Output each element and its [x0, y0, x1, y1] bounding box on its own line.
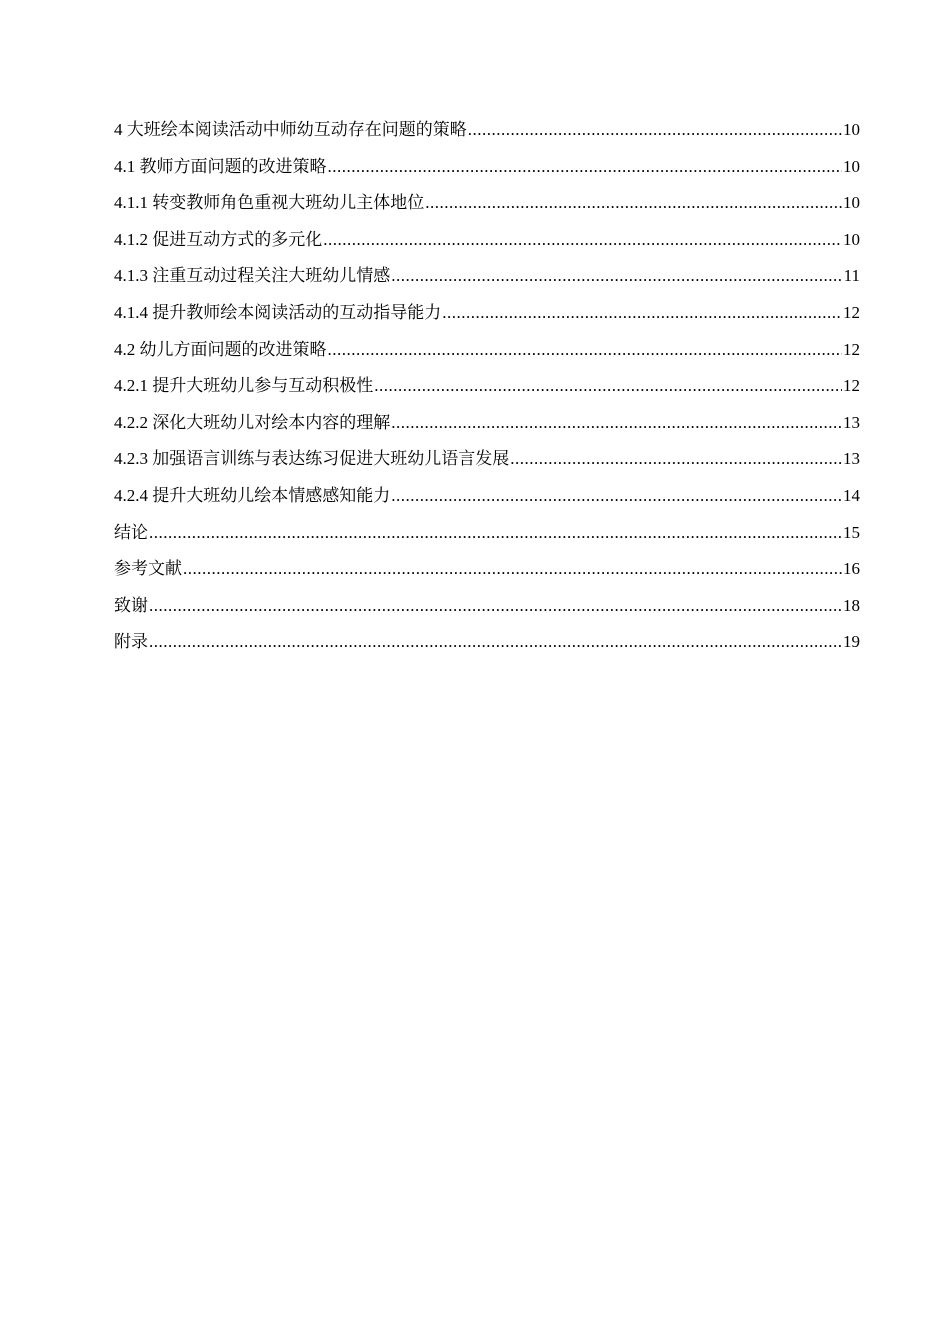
toc-entry-page: 18	[843, 595, 860, 615]
toc-entry[interactable]	[114, 112, 860, 149]
toc-entry-title: 4.2.1 提升大班幼儿参与互动积极性	[114, 376, 374, 396]
toc-leader-dots	[323, 222, 842, 259]
toc-leader-dots	[391, 258, 842, 295]
toc-entry-title: 附录	[114, 632, 148, 652]
toc-entry-title: 结论	[114, 522, 148, 542]
toc-entry[interactable]	[114, 624, 860, 661]
toc-entry-title: 4.1.4 提升教师绘本阅读活动的互动指导能力	[114, 302, 442, 322]
toc-entry-title: 4.2.4 提升大班幼儿绘本情感感知能力	[114, 485, 391, 505]
toc-entry[interactable]	[114, 149, 860, 186]
toc-entry[interactable]	[114, 441, 860, 478]
toc-entry-page: 15	[843, 522, 860, 542]
toc-entry-page: 16	[843, 559, 860, 579]
toc-entry[interactable]	[114, 258, 860, 295]
toc-entry-title: 4.1 教师方面问题的改进策略	[114, 156, 327, 176]
toc-entry-page: 12	[843, 302, 860, 322]
toc-entry-title: 4.2 幼儿方面问题的改进策略	[114, 339, 327, 359]
toc-entry-title: 4.2.3 加强语言训练与表达练习促进大班幼儿语言发展	[114, 449, 510, 469]
toc-entry-page: 10	[843, 193, 860, 213]
toc-leader-dots	[391, 478, 842, 515]
toc-entry-page: 13	[843, 449, 860, 469]
toc-entry-title: 4 大班绘本阅读活动中师幼互动存在问题的策略	[114, 120, 467, 139]
toc-leader-dots	[391, 405, 842, 442]
toc-entry[interactable]	[114, 478, 860, 515]
toc-entry-title: 4.2.2 深化大班幼儿对绘本内容的理解	[114, 412, 391, 432]
toc-entry-title: 参考文献	[114, 559, 182, 579]
toc-leader-dots	[149, 588, 842, 625]
toc-entry-page: 14	[843, 485, 860, 505]
toc-entry-page: 19	[843, 632, 860, 652]
toc-entry-title: 致谢	[114, 595, 148, 615]
toc-leader-dots	[468, 112, 842, 149]
toc-entry-title: 4.1.2 促进互动方式的多元化	[114, 229, 323, 249]
toc-entry-page: 12	[843, 376, 860, 396]
toc-entry-page: 10	[843, 156, 860, 176]
table-of-contents	[114, 112, 860, 661]
toc-entry-page: 10	[843, 229, 860, 249]
toc-entry[interactable]	[114, 588, 860, 625]
toc-entry[interactable]	[114, 551, 860, 588]
toc-leader-dots	[374, 368, 842, 405]
toc-leader-dots	[328, 149, 843, 186]
toc-entry[interactable]	[114, 515, 860, 552]
toc-leader-dots	[442, 295, 842, 332]
toc-entry[interactable]	[114, 405, 860, 442]
toc-leader-dots	[149, 624, 842, 661]
toc-entry-page: 11	[843, 266, 860, 286]
toc-leader-dots	[183, 551, 842, 588]
toc-entry-page: 12	[843, 339, 860, 359]
toc-entry-page: 13	[843, 412, 860, 432]
toc-entry[interactable]	[114, 368, 860, 405]
toc-leader-dots	[510, 441, 842, 478]
toc-entry[interactable]	[114, 222, 860, 259]
toc-entry[interactable]	[114, 295, 860, 332]
toc-leader-dots	[149, 515, 842, 552]
toc-entry[interactable]	[114, 185, 860, 222]
toc-entry-title: 4.1.3 注重互动过程关注大班幼儿情感	[114, 266, 391, 286]
toc-entry-page: 10	[843, 120, 860, 139]
toc-leader-dots	[425, 185, 842, 222]
toc-leader-dots	[328, 332, 843, 369]
toc-entry-title: 4.1.1 转变教师角色重视大班幼儿主体地位	[114, 193, 425, 213]
toc-entry[interactable]	[114, 332, 860, 369]
